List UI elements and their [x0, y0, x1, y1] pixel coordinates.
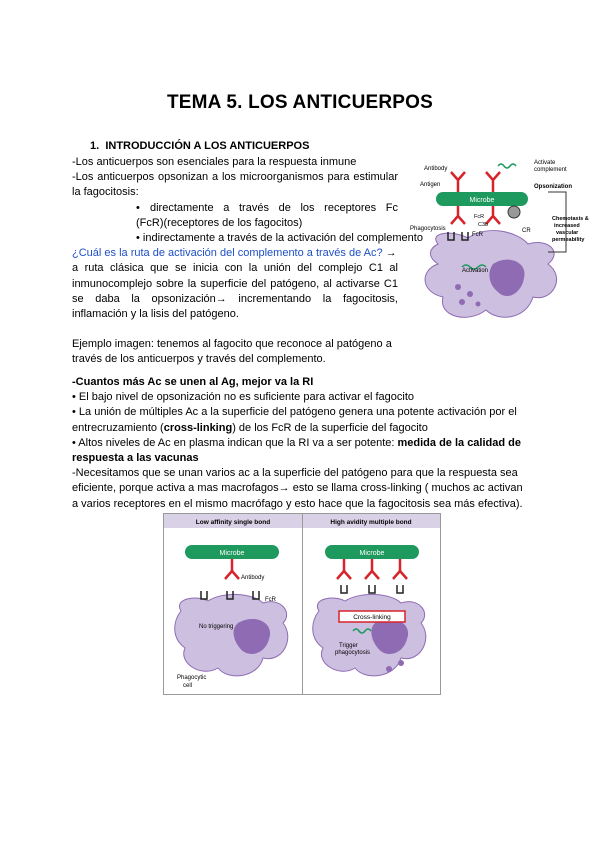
- left-header-label: Low affinity single bond: [195, 519, 271, 526]
- cross-linking-label: Cross-linking: [353, 614, 391, 621]
- bullet-item: (FcR)(receptores de los fagocitos): [136, 216, 303, 229]
- bullet-text: directamente a través de los receptores Fc: [150, 201, 398, 214]
- paragraph: eficiente, porque activa a mas macrofagos→ esto se llama cross-linking ( muchos ac activan: [72, 482, 523, 495]
- phagocytic-cell-label: cell: [183, 683, 193, 689]
- arrow-icon: [548, 192, 566, 252]
- paragraph: • El bajo nivel de opsonización no es suficiente para activar el fagocito: [72, 391, 414, 404]
- paragraph: a varios receptores en el mismo macrófago y esto hace que la fagocitosis sea más efectiva).: [72, 497, 523, 510]
- paragraph: • La unión de múltiples Ac a la superficie del patógeno genera una potente activación por el: [72, 406, 517, 419]
- text-segment: cross-linking: [163, 421, 233, 434]
- paragraph: a ruta clásica que se inicia con la unión del complejo C1 al: [72, 262, 398, 275]
- opsonization-label: Opsonization: [534, 184, 572, 190]
- paragraph: inmunocomplejo sobre la superficie del patógeno, al activarse C1: [72, 277, 398, 290]
- arrow-icon: →: [382, 247, 397, 260]
- microbe-label: Microbe: [469, 197, 495, 204]
- bullet-icon: •: [136, 201, 140, 214]
- chemotaxis-label: vascular: [556, 230, 579, 236]
- section2-text: [72, 375, 532, 512]
- microbe-label: Microbe: [219, 550, 245, 557]
- squiggle-icon: [498, 164, 516, 168]
- granule: [455, 284, 461, 290]
- section-heading: [90, 140, 309, 152]
- paragraph: -Necesitamos que se unan varios ac a la superficie del patógeno para que la respuesta sea: [72, 467, 518, 480]
- cr-label: CR: [522, 228, 531, 234]
- paragraph: se daba la opsonización→ incrementando la fagocitosis,: [72, 292, 398, 305]
- page-title: TEMA 5. LOS ANTICUERPOS: [166, 92, 434, 113]
- text-segment: medida de la calidad de: [397, 436, 521, 449]
- bullet-item: [72, 201, 398, 216]
- bullet-item: • indirectamente a través de la activación del complemento: [136, 232, 423, 245]
- activation-label: Activation: [462, 268, 489, 274]
- intro-text: [72, 155, 423, 368]
- trigger-label: phagocytosis: [335, 650, 371, 656]
- paragraph: través de los anticuerpos y través del complemento.: [72, 353, 326, 366]
- paragraph: -Los anticuerpos opsonizan a los microorganismos para estimular: [72, 171, 398, 184]
- paragraph: inflamación y la lisis del patógeno.: [72, 308, 239, 321]
- microbe-label: Microbe: [359, 550, 385, 557]
- question: [72, 246, 398, 261]
- antibody-label: Antibody: [424, 166, 448, 172]
- text-segment: ) de los FcR de la superficie del fagocito: [232, 421, 428, 434]
- chemotaxis-label: Chemotaxis &: [552, 216, 589, 222]
- figure-avidity: [163, 513, 441, 695]
- paragraph: respuesta a las vacunas: [72, 452, 199, 465]
- fcr-label: FcR: [265, 597, 276, 603]
- granule: [386, 666, 392, 672]
- antibody-label: Antibody: [241, 575, 265, 581]
- paragraph: -Los anticuerpos son esenciales para la respuesta inmune: [72, 156, 357, 168]
- fcr-label: FcR: [474, 214, 485, 220]
- right-header-label: High avidity multiple bond: [330, 519, 412, 526]
- phagocytic-cell-label: Phagocytic: [177, 675, 207, 681]
- granule: [476, 302, 481, 307]
- paragraph: [72, 436, 532, 451]
- trigger-label: Trigger: [339, 643, 358, 649]
- activate-label: Activate: [534, 160, 556, 166]
- section-heading-text: INTRODUCCIÓN A LOS ANTICUERPOS: [105, 140, 310, 152]
- section-number: 1.: [90, 140, 100, 152]
- complement-receptor-icon: [508, 206, 520, 218]
- granule: [398, 660, 404, 666]
- granule: [459, 299, 465, 305]
- spacer: [72, 322, 398, 337]
- fcr-label-2: FcR: [472, 232, 483, 238]
- chemotaxis-label: permeability: [552, 237, 585, 243]
- figure-opsonization: [398, 152, 594, 330]
- text-segment: entrecruzamiento (: [72, 421, 164, 434]
- text-segment: • Altos niveles de Ac en plasma indican que la RI va a ser potente:: [72, 436, 398, 449]
- paragraph: Ejemplo imagen: tenemos al fagocito que reconoce al patógeno a: [72, 338, 392, 351]
- section2-heading: -Cuantos más Ac se unen al Ag, mejor va la RI: [72, 376, 314, 388]
- complement-label: complement: [534, 167, 567, 173]
- no-triggering-label: No triggering: [199, 624, 234, 630]
- granule: [467, 291, 473, 297]
- paragraph: la fagocitosis:: [72, 186, 139, 199]
- chemotaxis-label: increased: [554, 223, 580, 229]
- phagocytosis-label: Phagocytosis: [410, 226, 446, 232]
- question-text: ¿Cuál es la ruta de activación del complemento a través de Ac?: [72, 247, 383, 260]
- paragraph: [72, 421, 532, 436]
- antigen-label: Antigen: [420, 182, 441, 188]
- c3b-label: C3b: [478, 222, 489, 228]
